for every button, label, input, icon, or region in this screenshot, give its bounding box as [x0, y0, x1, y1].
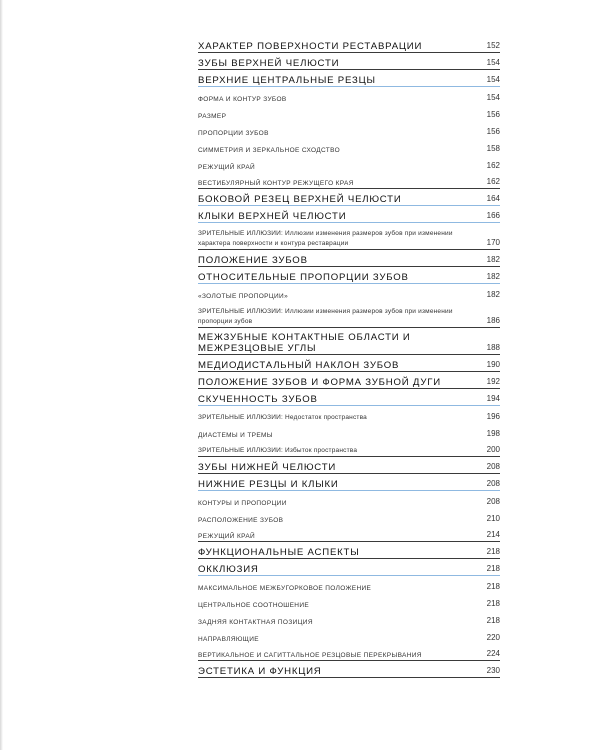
toc-entry-title: «ЗОЛОТЫЕ ПРОПОРЦИИ» — [198, 293, 289, 300]
toc-entry-page: 218 — [486, 564, 500, 573]
toc-entry-page: 218 — [486, 547, 500, 556]
toc-entry-page: 218 — [486, 582, 500, 591]
toc-entry — [198, 559, 500, 576]
toc-entry-page: 188 — [486, 343, 500, 352]
table-of-contents — [198, 36, 500, 678]
toc-entry-page: 152 — [486, 41, 500, 50]
toc-entry-title: ВЕРТИКАЛЬНОЕ И САГИТТАЛЬНОЕ РЕЗЦОВЫЕ ПЕРЕКРЫВАНИЯ — [198, 652, 422, 659]
toc-entry-page: 166 — [486, 211, 500, 220]
toc-entry-title: КЛЫКИ ВЕРХНЕЙ ЧЕЛЮСТИ — [198, 211, 347, 222]
toc-entry-title: ЗУБЫ НИЖНЕЙ ЧЕЛЮСТИ — [198, 462, 337, 473]
toc-entry-title: МЕЖЗУБНЫЕ КОНТАКТНЫЕ ОБЛАСТИ И МЕЖРЕЗЦОВЫЕ УГЛЫ — [198, 332, 411, 354]
toc-entry-title: ДИАСТЕМЫ И ТРЕМЫ — [198, 432, 273, 439]
toc-entry-page: 214 — [486, 530, 500, 539]
toc-entry-title: ЭСТЕТИКА И ФУНКЦИЯ — [198, 666, 322, 677]
toc-entry-page: 156 — [486, 110, 500, 119]
toc-entry-title: СКУЧЕННОСТЬ ЗУБОВ — [198, 394, 318, 405]
toc-entry-title: ЗРИТЕЛЬНЫЕ ИЛЛЮЗИИ: Избыток пространства — [198, 447, 358, 454]
toc-entry — [198, 284, 500, 301]
toc-entry-title: СИММЕТРИЯ И ЗЕРКАЛЬНОЕ СХОДСТВО — [198, 147, 341, 154]
toc-entry-page: 198 — [486, 429, 500, 438]
toc-entry — [198, 593, 500, 610]
toc-entry — [198, 406, 500, 423]
toc-entry-title: РАСПОЛОЖЕНИЕ ЗУБОВ — [198, 517, 284, 524]
toc-entry-page: 196 — [486, 412, 500, 421]
toc-entry-page: 208 — [486, 462, 500, 471]
toc-entry-title: РЕЖУЩИЙ КРАЙ — [198, 533, 256, 540]
toc-entry — [198, 189, 500, 206]
toc-entry — [198, 36, 500, 53]
toc-entry-page: 220 — [486, 633, 500, 642]
toc-entry-title: НИЖНИЕ РЕЗЦЫ И КЛЫКИ — [198, 479, 339, 490]
toc-entry-title: ПОЛОЖЕНИЕ ЗУБОВ И ФОРМА ЗУБНОЙ ДУГИ — [198, 377, 441, 388]
toc-entry — [198, 644, 500, 661]
toc-entry-page: 190 — [486, 360, 500, 369]
toc-entry-title: ВЕСТИБУЛЯРНЫЙ КОНТУР РЕЖУЩЕГО КРАЯ — [198, 180, 354, 187]
toc-entry-page: 154 — [486, 93, 500, 102]
toc-entry — [198, 457, 500, 474]
toc-entry-page: 224 — [486, 649, 500, 658]
toc-entry-page: 170 — [486, 238, 500, 247]
toc-entry — [198, 474, 500, 491]
toc-entry — [198, 389, 500, 406]
toc-entry-title: РАЗМЕР — [198, 113, 227, 120]
toc-entry — [198, 491, 500, 508]
toc-entry — [198, 355, 500, 372]
toc-entry — [198, 610, 500, 627]
toc-entry-page: 208 — [486, 479, 500, 488]
toc-entry — [198, 206, 500, 223]
toc-entry-title: ЗАДНЯЯ КОНТАКТНАЯ ПОЗИЦИЯ — [198, 619, 313, 626]
toc-entry-page: 182 — [486, 290, 500, 299]
toc-entry — [198, 423, 500, 440]
toc-entry — [198, 250, 500, 267]
page-edge-shadow — [0, 0, 3, 750]
toc-entry-title: МАКСИМАЛЬНОЕ МЕЖБУГОРКОВОЕ ПОЛОЖЕНИЕ — [198, 585, 372, 592]
toc-entry-title: НАПРАВЛЯЮЩИЕ — [198, 636, 259, 643]
toc-entry-page: 162 — [486, 161, 500, 170]
toc-entry-title: ОККЛЮЗИЯ — [198, 564, 259, 575]
toc-entry — [198, 121, 500, 138]
toc-entry — [198, 508, 500, 525]
toc-entry-title: ФОРМА И КОНТУР ЗУБОВ — [198, 96, 287, 103]
toc-entry-title: ПОЛОЖЕНИЕ ЗУБОВ — [198, 255, 308, 266]
toc-entry — [198, 372, 500, 389]
toc-entry-page: 192 — [486, 377, 500, 386]
toc-entry — [198, 525, 500, 542]
toc-entry-title: ЗРИТЕЛЬНЫЕ ИЛЛЮЗИИ: Иллюзии изменения размеров зубов при изменении характера поверхности и контура реставрации — [198, 230, 453, 247]
toc-entry-page: 162 — [486, 177, 500, 186]
toc-entry-page: 230 — [486, 666, 500, 675]
toc-entry — [198, 661, 500, 678]
toc-entry — [198, 223, 500, 250]
toc-entry-title: ЗРИТЕЛЬНЫЕ ИЛЛЮЗИИ: Иллюзии изменения размеров зубов при изменении пропорции зубов — [198, 308, 453, 325]
toc-entry-title: МЕДИОДИСТАЛЬНЫЙ НАКЛОН ЗУБОВ — [198, 360, 400, 371]
toc-entry-page: 182 — [486, 255, 500, 264]
toc-entry-page: 164 — [486, 194, 500, 203]
toc-entry — [198, 155, 500, 172]
toc-entry — [198, 328, 500, 355]
toc-entry-title: ПРОПОРЦИИ ЗУБОВ — [198, 130, 269, 137]
toc-entry — [198, 301, 500, 328]
toc-entry-page: 208 — [486, 497, 500, 506]
toc-entry-page: 158 — [486, 144, 500, 153]
toc-entry-title: РЕЖУЩИЙ КРАЙ — [198, 164, 256, 171]
toc-entry-title: ЗУБЫ ВЕРХНЕЙ ЧЕЛЮСТИ — [198, 58, 340, 69]
toc-entry-page: 156 — [486, 127, 500, 136]
toc-entry-title: ФУНКЦИОНАЛЬНЫЕ АСПЕКТЫ — [198, 547, 360, 558]
toc-entry-page: 154 — [486, 58, 500, 67]
toc-entry-page: 194 — [486, 394, 500, 403]
toc-entry-page: 218 — [486, 616, 500, 625]
toc-entry — [198, 576, 500, 593]
toc-entry-title: ВЕРХНИЕ ЦЕНТРАЛЬНЫЕ РЕЗЦЫ — [198, 75, 376, 86]
toc-entry — [198, 70, 500, 87]
toc-entry-title: ЗРИТЕЛЬНЫЕ ИЛЛЮЗИИ: Недостаток пространства — [198, 414, 367, 421]
toc-entry-page: 200 — [486, 445, 500, 454]
toc-entry-title: ОТНОСИТЕЛЬНЫЕ ПРОПОРЦИИ ЗУБОВ — [198, 272, 409, 283]
toc-entry-title: БОКОВОЙ РЕЗЕЦ ВЕРХНЕЙ ЧЕЛЮСТИ — [198, 194, 402, 205]
toc-entry-page: 210 — [486, 514, 500, 523]
toc-entry — [198, 542, 500, 559]
toc-entry — [198, 627, 500, 644]
toc-entry — [198, 53, 500, 70]
toc-entry — [198, 172, 500, 189]
toc-entry-title: ХАРАКТЕР ПОВЕРХНОСТИ РЕСТАВРАЦИИ — [198, 41, 423, 52]
toc-entry-page: 182 — [486, 272, 500, 281]
toc-entry — [198, 138, 500, 155]
toc-entry-title: КОНТУРЫ И ПРОПОРЦИИ — [198, 500, 287, 507]
toc-entry — [198, 104, 500, 121]
toc-entry — [198, 440, 500, 457]
toc-entry — [198, 267, 500, 284]
toc-entry-page: 186 — [486, 316, 500, 325]
toc-entry-page: 154 — [486, 75, 500, 84]
toc-entry-title: ЦЕНТРАЛЬНОЕ СООТНОШЕНИЕ — [198, 602, 310, 609]
toc-entry — [198, 87, 500, 104]
toc-entry-page: 218 — [486, 599, 500, 608]
